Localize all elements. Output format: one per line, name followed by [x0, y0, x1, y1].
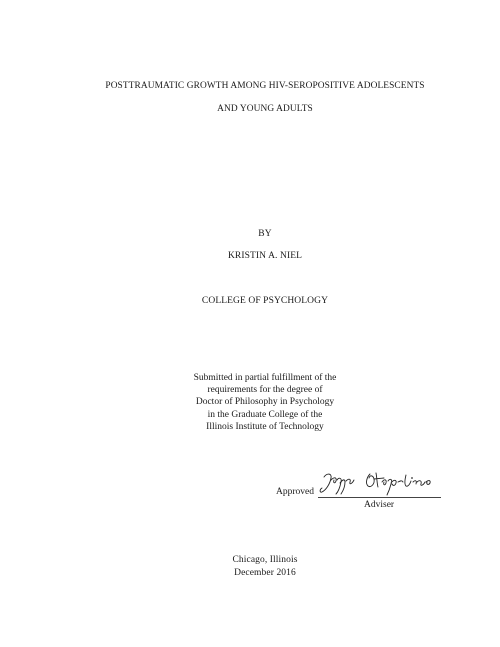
approval-block [276, 472, 446, 512]
submission-line: Submitted in partial fulfillment of the [193, 373, 337, 383]
location: Chicago, Illinois [232, 555, 298, 565]
submission-line: requirements for the degree of [207, 385, 323, 396]
college-name: COLLEGE OF PSYCHOLOGY [201, 296, 329, 306]
submission-statement [0, 372, 500, 433]
submission-line: Illinois Institute of Technology [206, 421, 324, 432]
submission-date: December 2016 [234, 568, 296, 578]
submission-line: in the Graduate College of the [207, 409, 323, 420]
submission-line: Doctor of Philosophy in Psychology [195, 397, 335, 408]
adviser-signature [318, 468, 440, 496]
signature-line [318, 497, 441, 498]
by-label: BY [258, 229, 272, 239]
thesis-title-line-1: POSTTRAUMATIC GROWTH AMONG HIV-SEROPOSITIVE ADOLESCENTS [105, 81, 425, 91]
approved-label: Approved [276, 487, 314, 497]
author-name: KRISTIN A. NIEL [227, 251, 303, 261]
thesis-title-line-2: AND YOUNG ADULTS [217, 104, 313, 114]
adviser-label: Adviser [364, 500, 395, 510]
